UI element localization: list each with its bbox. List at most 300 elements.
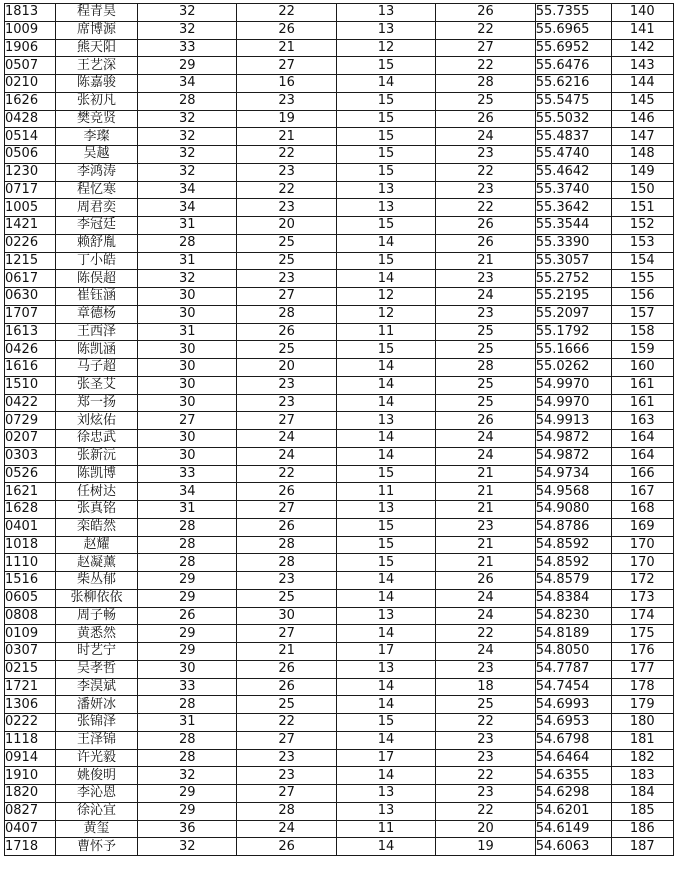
table-row <box>5 234 674 252</box>
score-b-cell: 26 <box>237 323 336 341</box>
total-score-cell: 55.2097 <box>535 305 611 323</box>
rank-cell: 142 <box>611 39 673 57</box>
student-name-cell: 张初凡 <box>55 92 137 110</box>
score-c-cell: 13 <box>336 21 435 39</box>
student-name-cell: 时艺宁 <box>55 643 137 661</box>
table-row <box>5 430 674 448</box>
student-name-cell: 赵凝薰 <box>55 554 137 572</box>
score-c-cell: 17 <box>336 643 435 661</box>
rank-cell: 172 <box>611 572 673 590</box>
student-name-cell: 赵耀 <box>55 536 137 554</box>
score-d-cell: 23 <box>436 731 535 749</box>
rank-cell: 146 <box>611 110 673 128</box>
table-row <box>5 554 674 572</box>
student-id-cell: 0422 <box>5 394 56 412</box>
student-name-cell: 黄玺 <box>55 820 137 838</box>
table-row <box>5 323 674 341</box>
score-a-cell: 31 <box>138 501 237 519</box>
table-row <box>5 75 674 93</box>
student-id-cell: 0617 <box>5 270 56 288</box>
total-score-cell: 54.9970 <box>535 394 611 412</box>
total-score-cell: 54.8384 <box>535 589 611 607</box>
score-b-cell: 23 <box>237 767 336 785</box>
table-row <box>5 146 674 164</box>
score-b-cell: 27 <box>237 785 336 803</box>
score-c-cell: 15 <box>336 465 435 483</box>
score-c-cell: 14 <box>336 359 435 377</box>
score-a-cell: 32 <box>138 128 237 146</box>
score-c-cell: 15 <box>336 518 435 536</box>
score-c-cell: 14 <box>336 767 435 785</box>
score-b-cell: 27 <box>237 625 336 643</box>
student-id-cell: 0507 <box>5 57 56 75</box>
student-id-cell: 0428 <box>5 110 56 128</box>
score-b-cell: 23 <box>237 376 336 394</box>
score-b-cell: 20 <box>237 217 336 235</box>
score-b-cell: 25 <box>237 589 336 607</box>
score-a-cell: 30 <box>138 288 237 306</box>
table-row <box>5 4 674 22</box>
score-a-cell: 31 <box>138 714 237 732</box>
score-d-cell: 24 <box>436 430 535 448</box>
total-score-cell: 55.0262 <box>535 359 611 377</box>
score-b-cell: 23 <box>237 270 336 288</box>
student-id-cell: 1005 <box>5 199 56 217</box>
total-score-cell: 54.6953 <box>535 714 611 732</box>
score-b-cell: 25 <box>237 234 336 252</box>
score-c-cell: 15 <box>336 110 435 128</box>
rank-cell: 175 <box>611 625 673 643</box>
score-a-cell: 33 <box>138 39 237 57</box>
total-score-cell: 54.9872 <box>535 430 611 448</box>
score-a-cell: 28 <box>138 92 237 110</box>
total-score-cell: 54.9970 <box>535 376 611 394</box>
total-score-cell: 55.4740 <box>535 146 611 164</box>
score-a-cell: 27 <box>138 412 237 430</box>
student-name-cell: 陈嘉骏 <box>55 75 137 93</box>
table-row <box>5 589 674 607</box>
score-c-cell: 11 <box>336 820 435 838</box>
student-name-cell: 任树达 <box>55 483 137 501</box>
score-c-cell: 15 <box>336 714 435 732</box>
score-b-cell: 20 <box>237 359 336 377</box>
score-d-cell: 22 <box>436 767 535 785</box>
score-a-cell: 34 <box>138 181 237 199</box>
rank-cell: 152 <box>611 217 673 235</box>
table-row <box>5 518 674 536</box>
table-row <box>5 607 674 625</box>
score-b-cell: 26 <box>237 483 336 501</box>
score-b-cell: 27 <box>237 288 336 306</box>
score-c-cell: 13 <box>336 4 435 22</box>
score-b-cell: 28 <box>237 305 336 323</box>
total-score-cell: 55.1666 <box>535 341 611 359</box>
rank-cell: 151 <box>611 199 673 217</box>
table-row <box>5 128 674 146</box>
score-c-cell: 15 <box>336 163 435 181</box>
student-name-cell: 栾皓然 <box>55 518 137 536</box>
student-id-cell: 0514 <box>5 128 56 146</box>
score-d-cell: 22 <box>436 625 535 643</box>
score-b-cell: 25 <box>237 341 336 359</box>
student-name-cell: 张柳依依 <box>55 589 137 607</box>
rank-cell: 150 <box>611 181 673 199</box>
student-id-cell: 1118 <box>5 731 56 749</box>
score-a-cell: 32 <box>138 146 237 164</box>
score-a-cell: 28 <box>138 554 237 572</box>
student-name-cell: 李冠廷 <box>55 217 137 235</box>
score-a-cell: 30 <box>138 359 237 377</box>
table-row <box>5 57 674 75</box>
student-id-cell: 0914 <box>5 749 56 767</box>
total-score-cell: 55.3544 <box>535 217 611 235</box>
student-id-cell: 0630 <box>5 288 56 306</box>
score-b-cell: 21 <box>237 128 336 146</box>
student-id-cell: 1018 <box>5 536 56 554</box>
total-score-cell: 55.1792 <box>535 323 611 341</box>
student-id-cell: 0303 <box>5 447 56 465</box>
score-a-cell: 31 <box>138 217 237 235</box>
score-d-cell: 25 <box>436 341 535 359</box>
rank-cell: 168 <box>611 501 673 519</box>
student-name-cell: 马子超 <box>55 359 137 377</box>
score-d-cell: 28 <box>436 75 535 93</box>
rank-cell: 176 <box>611 643 673 661</box>
score-b-cell: 27 <box>237 412 336 430</box>
score-a-cell: 29 <box>138 57 237 75</box>
rank-cell: 185 <box>611 802 673 820</box>
score-c-cell: 14 <box>336 430 435 448</box>
student-name-cell: 徐沁宜 <box>55 802 137 820</box>
student-id-cell: 1215 <box>5 252 56 270</box>
table-row <box>5 359 674 377</box>
student-id-cell: 1718 <box>5 838 56 856</box>
student-name-cell: 周君奕 <box>55 199 137 217</box>
score-c-cell: 13 <box>336 501 435 519</box>
total-score-cell: 54.6464 <box>535 749 611 767</box>
student-id-cell: 1110 <box>5 554 56 572</box>
score-c-cell: 15 <box>336 92 435 110</box>
score-c-cell: 13 <box>336 785 435 803</box>
student-name-cell: 郑一扬 <box>55 394 137 412</box>
total-score-cell: 54.8189 <box>535 625 611 643</box>
score-d-cell: 22 <box>436 21 535 39</box>
score-b-cell: 21 <box>237 643 336 661</box>
score-b-cell: 28 <box>237 536 336 554</box>
score-c-cell: 15 <box>336 536 435 554</box>
student-id-cell: 1621 <box>5 483 56 501</box>
score-d-cell: 23 <box>436 270 535 288</box>
table-row <box>5 714 674 732</box>
student-id-cell: 1628 <box>5 501 56 519</box>
student-id-cell: 0210 <box>5 75 56 93</box>
score-a-cell: 28 <box>138 518 237 536</box>
score-d-cell: 24 <box>436 288 535 306</box>
score-a-cell: 30 <box>138 376 237 394</box>
score-d-cell: 23 <box>436 518 535 536</box>
student-name-cell: 王艺深 <box>55 57 137 75</box>
student-id-cell: 0222 <box>5 714 56 732</box>
rank-cell: 153 <box>611 234 673 252</box>
table-row <box>5 270 674 288</box>
total-score-cell: 55.5032 <box>535 110 611 128</box>
score-d-cell: 20 <box>436 820 535 838</box>
rank-cell: 156 <box>611 288 673 306</box>
student-name-cell: 刘炫佑 <box>55 412 137 430</box>
table-row <box>5 767 674 785</box>
student-id-cell: 0506 <box>5 146 56 164</box>
total-score-cell: 55.2195 <box>535 288 611 306</box>
rank-cell: 166 <box>611 465 673 483</box>
student-name-cell: 樊竞贤 <box>55 110 137 128</box>
score-a-cell: 31 <box>138 323 237 341</box>
table-row <box>5 802 674 820</box>
student-id-cell: 1421 <box>5 217 56 235</box>
student-name-cell: 李沁恩 <box>55 785 137 803</box>
score-d-cell: 25 <box>436 92 535 110</box>
score-b-cell: 22 <box>237 4 336 22</box>
rank-cell: 167 <box>611 483 673 501</box>
student-id-cell: 0605 <box>5 589 56 607</box>
score-d-cell: 27 <box>436 39 535 57</box>
total-score-cell: 54.8786 <box>535 518 611 536</box>
score-c-cell: 14 <box>336 270 435 288</box>
score-d-cell: 22 <box>436 163 535 181</box>
rank-cell: 169 <box>611 518 673 536</box>
score-b-cell: 26 <box>237 518 336 536</box>
score-c-cell: 15 <box>336 341 435 359</box>
score-a-cell: 28 <box>138 749 237 767</box>
student-name-cell: 张新沅 <box>55 447 137 465</box>
student-id-cell: 1616 <box>5 359 56 377</box>
student-name-cell: 程忆寒 <box>55 181 137 199</box>
student-name-cell: 陈凯涵 <box>55 341 137 359</box>
student-name-cell: 席博源 <box>55 21 137 39</box>
score-b-cell: 28 <box>237 802 336 820</box>
rank-cell: 177 <box>611 660 673 678</box>
table-row <box>5 536 674 554</box>
score-c-cell: 11 <box>336 323 435 341</box>
student-name-cell: 王泽锦 <box>55 731 137 749</box>
score-c-cell: 12 <box>336 288 435 306</box>
score-a-cell: 28 <box>138 234 237 252</box>
student-id-cell: 0717 <box>5 181 56 199</box>
total-score-cell: 54.6063 <box>535 838 611 856</box>
score-c-cell: 13 <box>336 802 435 820</box>
score-c-cell: 15 <box>336 217 435 235</box>
score-a-cell: 34 <box>138 483 237 501</box>
rank-cell: 187 <box>611 838 673 856</box>
score-a-cell: 29 <box>138 802 237 820</box>
score-c-cell: 17 <box>336 749 435 767</box>
student-name-cell: 熊天阳 <box>55 39 137 57</box>
score-d-cell: 26 <box>436 572 535 590</box>
student-id-cell: 1613 <box>5 323 56 341</box>
student-name-cell: 张锦泽 <box>55 714 137 732</box>
student-id-cell: 0207 <box>5 430 56 448</box>
rank-cell: 147 <box>611 128 673 146</box>
student-name-cell: 丁小皓 <box>55 252 137 270</box>
score-d-cell: 26 <box>436 217 535 235</box>
student-name-cell: 徐忠武 <box>55 430 137 448</box>
score-a-cell: 29 <box>138 785 237 803</box>
score-c-cell: 14 <box>336 625 435 643</box>
total-score-cell: 55.6965 <box>535 21 611 39</box>
rank-cell: 161 <box>611 394 673 412</box>
score-c-cell: 14 <box>336 696 435 714</box>
score-d-cell: 26 <box>436 412 535 430</box>
table-row <box>5 785 674 803</box>
score-c-cell: 14 <box>336 447 435 465</box>
student-id-cell: 1009 <box>5 21 56 39</box>
student-name-cell: 黄悉然 <box>55 625 137 643</box>
table-row <box>5 199 674 217</box>
score-b-cell: 24 <box>237 430 336 448</box>
score-b-cell: 22 <box>237 146 336 164</box>
total-score-cell: 54.6798 <box>535 731 611 749</box>
score-b-cell: 23 <box>237 163 336 181</box>
score-c-cell: 15 <box>336 252 435 270</box>
score-a-cell: 30 <box>138 447 237 465</box>
score-table <box>4 3 674 856</box>
total-score-cell: 55.3057 <box>535 252 611 270</box>
table-row <box>5 305 674 323</box>
score-c-cell: 14 <box>336 75 435 93</box>
score-c-cell: 13 <box>336 199 435 217</box>
score-b-cell: 23 <box>237 749 336 767</box>
total-score-cell: 55.3740 <box>535 181 611 199</box>
score-a-cell: 32 <box>138 838 237 856</box>
rank-cell: 157 <box>611 305 673 323</box>
student-id-cell: 1910 <box>5 767 56 785</box>
student-name-cell: 李璨 <box>55 128 137 146</box>
table-row <box>5 110 674 128</box>
total-score-cell: 54.6993 <box>535 696 611 714</box>
total-score-cell: 55.4837 <box>535 128 611 146</box>
score-a-cell: 33 <box>138 678 237 696</box>
student-id-cell: 1721 <box>5 678 56 696</box>
total-score-cell: 54.8579 <box>535 572 611 590</box>
student-name-cell: 陈俣超 <box>55 270 137 288</box>
score-d-cell: 26 <box>436 4 535 22</box>
student-id-cell: 0426 <box>5 341 56 359</box>
student-name-cell: 周子畅 <box>55 607 137 625</box>
rank-cell: 140 <box>611 4 673 22</box>
total-score-cell: 55.4642 <box>535 163 611 181</box>
score-b-cell: 22 <box>237 181 336 199</box>
student-id-cell: 0407 <box>5 820 56 838</box>
rank-cell: 186 <box>611 820 673 838</box>
score-a-cell: 30 <box>138 660 237 678</box>
score-a-cell: 33 <box>138 465 237 483</box>
total-score-cell: 55.6476 <box>535 57 611 75</box>
rank-cell: 173 <box>611 589 673 607</box>
score-b-cell: 19 <box>237 110 336 128</box>
rank-cell: 159 <box>611 341 673 359</box>
rank-cell: 183 <box>611 767 673 785</box>
student-name-cell: 李淏斌 <box>55 678 137 696</box>
score-d-cell: 21 <box>436 252 535 270</box>
score-b-cell: 21 <box>237 39 336 57</box>
rank-cell: 160 <box>611 359 673 377</box>
student-name-cell: 吴孝哲 <box>55 660 137 678</box>
student-name-cell: 程青昊 <box>55 4 137 22</box>
rank-cell: 161 <box>611 376 673 394</box>
score-c-cell: 14 <box>336 572 435 590</box>
score-b-cell: 25 <box>237 252 336 270</box>
table-row <box>5 749 674 767</box>
student-id-cell: 0526 <box>5 465 56 483</box>
table-row <box>5 501 674 519</box>
score-a-cell: 29 <box>138 589 237 607</box>
score-d-cell: 23 <box>436 146 535 164</box>
score-d-cell: 23 <box>436 749 535 767</box>
score-d-cell: 25 <box>436 696 535 714</box>
rank-cell: 158 <box>611 323 673 341</box>
score-b-cell: 30 <box>237 607 336 625</box>
score-a-cell: 29 <box>138 643 237 661</box>
score-b-cell: 23 <box>237 199 336 217</box>
student-name-cell: 李鸿涛 <box>55 163 137 181</box>
score-b-cell: 23 <box>237 394 336 412</box>
score-a-cell: 28 <box>138 731 237 749</box>
score-a-cell: 32 <box>138 21 237 39</box>
total-score-cell: 54.7787 <box>535 660 611 678</box>
score-d-cell: 22 <box>436 57 535 75</box>
total-score-cell: 54.8592 <box>535 536 611 554</box>
table-row <box>5 181 674 199</box>
score-d-cell: 23 <box>436 305 535 323</box>
rank-cell: 155 <box>611 270 673 288</box>
student-id-cell: 0109 <box>5 625 56 643</box>
table-row <box>5 447 674 465</box>
score-c-cell: 14 <box>336 376 435 394</box>
student-name-cell: 张圣艾 <box>55 376 137 394</box>
table-row <box>5 21 674 39</box>
score-d-cell: 22 <box>436 714 535 732</box>
table-row <box>5 678 674 696</box>
student-id-cell: 0226 <box>5 234 56 252</box>
rank-cell: 148 <box>611 146 673 164</box>
rank-cell: 164 <box>611 430 673 448</box>
table-row <box>5 394 674 412</box>
score-b-cell: 22 <box>237 465 336 483</box>
total-score-cell: 54.9080 <box>535 501 611 519</box>
rank-cell: 143 <box>611 57 673 75</box>
score-c-cell: 14 <box>336 678 435 696</box>
student-name-cell: 潘妍冰 <box>55 696 137 714</box>
student-id-cell: 1813 <box>5 4 56 22</box>
total-score-cell: 54.7454 <box>535 678 611 696</box>
total-score-cell: 55.2752 <box>535 270 611 288</box>
total-score-cell: 54.9913 <box>535 412 611 430</box>
score-c-cell: 11 <box>336 483 435 501</box>
rank-cell: 141 <box>611 21 673 39</box>
table-row <box>5 376 674 394</box>
total-score-cell: 54.6355 <box>535 767 611 785</box>
rank-cell: 174 <box>611 607 673 625</box>
student-name-cell: 许光毅 <box>55 749 137 767</box>
score-a-cell: 30 <box>138 394 237 412</box>
student-name-cell: 陈凯博 <box>55 465 137 483</box>
student-name-cell: 张真铭 <box>55 501 137 519</box>
student-id-cell: 1820 <box>5 785 56 803</box>
score-d-cell: 24 <box>436 589 535 607</box>
total-score-cell: 54.9872 <box>535 447 611 465</box>
score-c-cell: 14 <box>336 838 435 856</box>
score-b-cell: 16 <box>237 75 336 93</box>
score-d-cell: 24 <box>436 128 535 146</box>
